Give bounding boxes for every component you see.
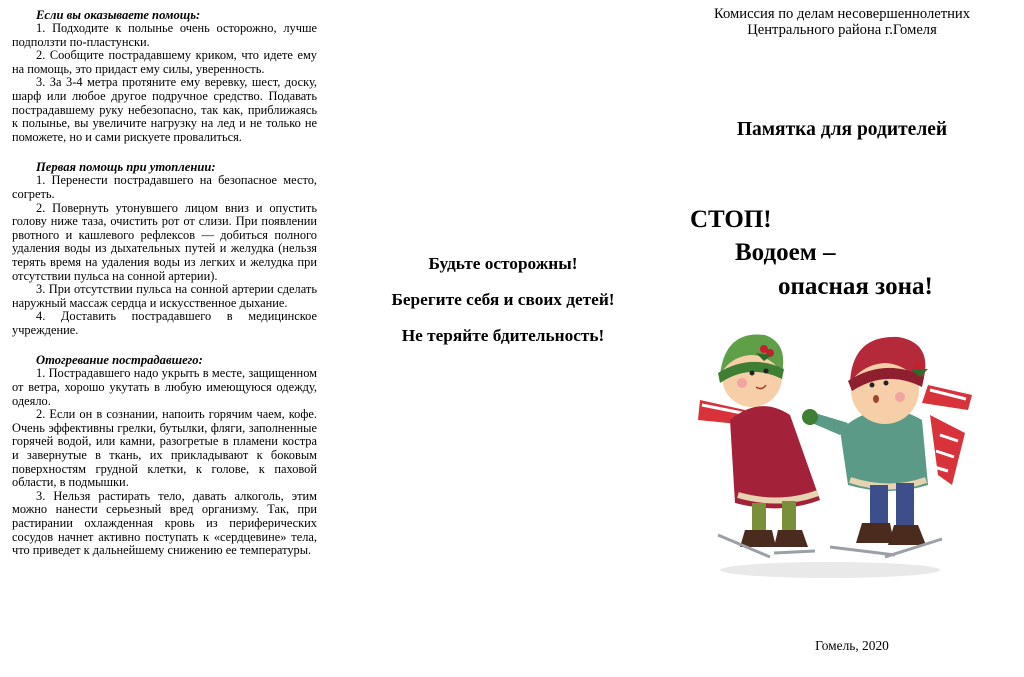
- section-heading-first-aid: Первая помощь при утоплении:: [36, 160, 216, 175]
- paragraph: 1. Перенести пострадавшего на безопасное место, согреть.: [12, 173, 317, 201]
- boy-figure: [802, 337, 972, 557]
- stop-line-1: СТОП!: [690, 206, 772, 233]
- paragraph: 2. Повернуть утонувшего лицом вниз и опустить голову ниже таза, очистить рот от слизи. При появлении рвотного и кашлевого рефлексов — добиться полного удаления воды из дыхательных путей и желудка (нельзя терять время на удаления воды из легких и желудка при отсутствии пульса на сонной артерии).: [12, 200, 317, 283]
- skating-children-illustration: [690, 325, 980, 580]
- slogan-stay-vigilant: Не теряйте бдительность!: [401, 326, 605, 345]
- girl-figure: [698, 335, 820, 558]
- left-panel: [12, 0, 317, 677]
- section-heading-helping: Если вы оказываете помощь:: [36, 8, 201, 22]
- slogan-protect-children: Берегите себя и своих детей!: [391, 290, 615, 309]
- commission-line-1: Комиссия по делам несовершеннолетних: [714, 6, 970, 22]
- paragraph: 2. Если он в сознании, напоить горячим чаем, кофе. Очень эффективны грелки, бутылки, фляги, заполненные горячей водой, или камни, разогретые в пламени костра и завернутые в ткань, их прикладывают к боковым поверхностям грудной клетки, к голове, к паховой области, в подмышки.: [12, 407, 317, 490]
- paragraph: 1. Пострадавшего надо укрыть в месте, защищенном от ветра, хорошо укутать в любую имеющуюся одежду, одеяло.: [12, 366, 317, 408]
- slogan-be-careful: Будьте осторожны!: [428, 254, 578, 273]
- paragraph: 3. Нельзя растирать тело, давать алкоголь, этим можно нанести серьезный вред организму. Так, при растирании охлажденная кровь из периферических сосудов начнет активно поступать к «сердцевине» тела, что приведет к дальнейшему снижению ее температуры.: [12, 488, 317, 558]
- footer-place-year: Гомель, 2020: [815, 638, 889, 653]
- stop-line-2: Водоем –: [735, 239, 836, 266]
- paragraph: 4. Доставить пострадавшего в медицинское учреждение.: [12, 309, 317, 337]
- commission-line-2: Центрального района г.Гомеля: [747, 21, 937, 38]
- paragraph: 1. Подходите к полынье очень осторожно, лучше подползти по-пластунски.: [12, 21, 317, 49]
- commission-header: [660, 7, 1024, 38]
- paragraph: 2. Сообщите пострадавшему криком, что идете ему на помощь, это придаст ему силы, уверенность.: [12, 48, 317, 76]
- memo-title: Памятка для родителей: [736, 119, 948, 140]
- paragraph: 3. За 3-4 метра протяните ему веревку, шест, доску, шарф или любое другое подручное средство. Подавать пострадавшему руку небезопасно, так как, приближаясь к полынье, вы увеличите нагрузку на лед и не только не поможете, но и сами рискуете провалиться.: [12, 75, 317, 144]
- middle-panel: [352, 0, 654, 677]
- section-heading-warming: Отогревание пострадавшего:: [36, 353, 203, 368]
- paragraph: 3. При отсутствии пульса на сонной артерии сделать наружный массаж сердца и искусственное дыхание.: [12, 282, 317, 310]
- stop-line-3: опасная зона!: [778, 273, 933, 300]
